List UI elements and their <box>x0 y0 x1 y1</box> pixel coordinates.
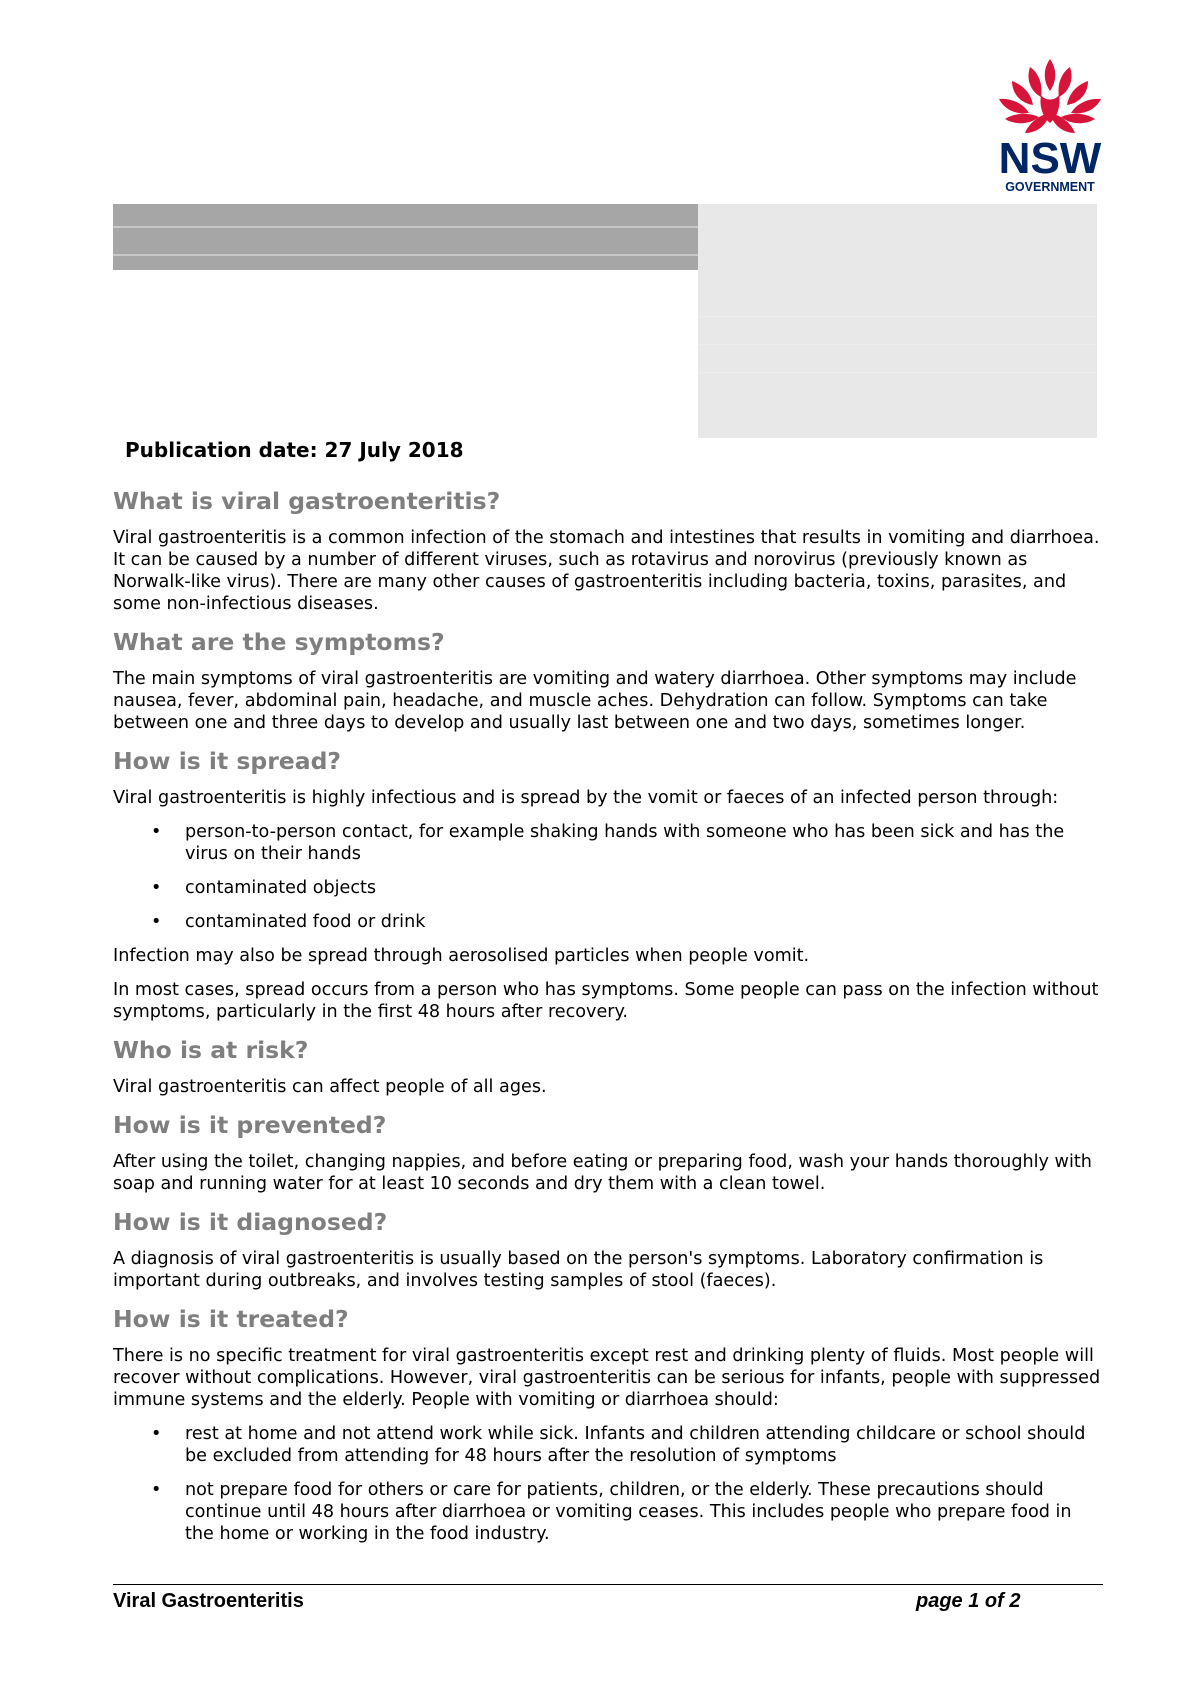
section-spread <box>113 746 1103 1023</box>
section-symptoms <box>113 627 1103 734</box>
nsw-government-logo <box>985 55 1115 195</box>
section-diagnosis <box>113 1207 1103 1292</box>
logo-subtitle: GOVERNMENT <box>1005 180 1095 194</box>
list-item-text: rest at home and not attend work while sick. Infants and children attending childcare or school should be excluded from attending for 48 hours after the resolution of symptoms <box>185 1424 1086 1466</box>
header-band-dark <box>113 204 698 270</box>
section-heading: How is it treated? <box>113 1305 349 1333</box>
list-item <box>113 877 1103 899</box>
paragraph: Viral gastroenteritis is highly infectious and is spread by the vomit or faeces of an infected person through: <box>113 788 1059 808</box>
section-what-is <box>113 486 1103 615</box>
list-item <box>113 911 1103 933</box>
bullet-icon: • <box>151 878 162 898</box>
section-risk <box>113 1035 1103 1098</box>
list-item <box>113 1479 1103 1545</box>
paragraph: After using the toilet, changing nappies, and before eating or preparing food, wash your hands thoroughly with soap and running water for at least 10 seconds and dry them with a clean towel. <box>113 1152 1092 1194</box>
logo-wordmark: NSW <box>998 134 1102 183</box>
publication-date: Publication date: 27 July 2018 <box>125 438 464 462</box>
bullet-icon: • <box>151 1424 162 1444</box>
paragraph: Infection may also be spread through aerosolised particles when people vomit. <box>113 946 810 966</box>
section-prevention <box>113 1110 1103 1195</box>
list-item-text: contaminated food or drink <box>185 912 426 932</box>
paragraph: A diagnosis of viral gastroenteritis is usually based on the person's symptoms. Laboratory confirmation is important during outbreaks, and involves testing samples of stool (faeces). <box>113 1249 1044 1291</box>
section-heading: What is viral gastroenteritis? <box>113 487 501 515</box>
section-treatment <box>113 1304 1103 1545</box>
footer-divider <box>113 1584 1103 1585</box>
list-item-text: person-to-person contact, for example shaking hands with someone who has been sick and has the virus on their hands <box>185 822 1065 864</box>
paragraph: Viral gastroenteritis is a common infection of the stomach and intestines that results in vomiting and diarrhoea. It can be caused by a number of different viruses, such as rotavirus and norovirus (previously known as Norwalk-like virus). There are many other causes of gastroenteritis including bacteria, toxins, parasites, and some non-infectious diseases. <box>113 528 1100 614</box>
bullet-list <box>113 821 1103 933</box>
list-item-text: not prepare food for others or care for patients, children, or the elderly. These precautions should continue until 48 hours after diarrhoea or vomiting ceases. This includes people who prepare food in the home or working in the food industry. <box>185 1480 1072 1544</box>
list-item <box>113 821 1103 865</box>
section-heading: How is it spread? <box>113 747 342 775</box>
page-number: page 1 of 2 <box>916 1590 1021 1612</box>
list-item <box>113 1423 1103 1467</box>
paragraph: Viral gastroenteritis can affect people of all ages. <box>113 1077 547 1097</box>
bullet-icon: • <box>151 1480 162 1500</box>
document-body <box>113 486 1103 1557</box>
footer-title: Viral Gastroenteritis <box>113 1590 304 1612</box>
section-heading: Who is at risk? <box>113 1036 309 1064</box>
section-heading: What are the symptoms? <box>113 628 445 656</box>
list-item-text: contaminated objects <box>185 878 377 898</box>
paragraph: There is no specific treatment for viral gastroenteritis except rest and drinking plenty of fluids. Most people will recover without complications. However, viral gastroenteritis can be serious for infants, people with suppressed immune systems and the elderly. People with vomiting or diarrhoea should: <box>113 1346 1101 1410</box>
section-heading: How is it prevented? <box>113 1111 387 1139</box>
section-heading: How is it diagnosed? <box>113 1208 388 1236</box>
bullet-icon: • <box>151 822 162 842</box>
bullet-icon: • <box>151 912 162 932</box>
paragraph: The main symptoms of viral gastroenteritis are vomiting and watery diarrhoea. Other symptoms may include nausea, fever, abdominal pain, headache, and muscle aches. Dehydration can follow. Symptoms can take between one and three days to develop and usually last between one and two days, sometimes longer. <box>113 669 1077 733</box>
header-band-light <box>698 204 1097 438</box>
paragraph: In most cases, spread occurs from a person who has symptoms. Some people can pass on the infection without symptoms, particularly in the first 48 hours after recovery. <box>113 980 1099 1022</box>
bullet-list <box>113 1423 1103 1545</box>
waratah-icon <box>985 55 1115 195</box>
